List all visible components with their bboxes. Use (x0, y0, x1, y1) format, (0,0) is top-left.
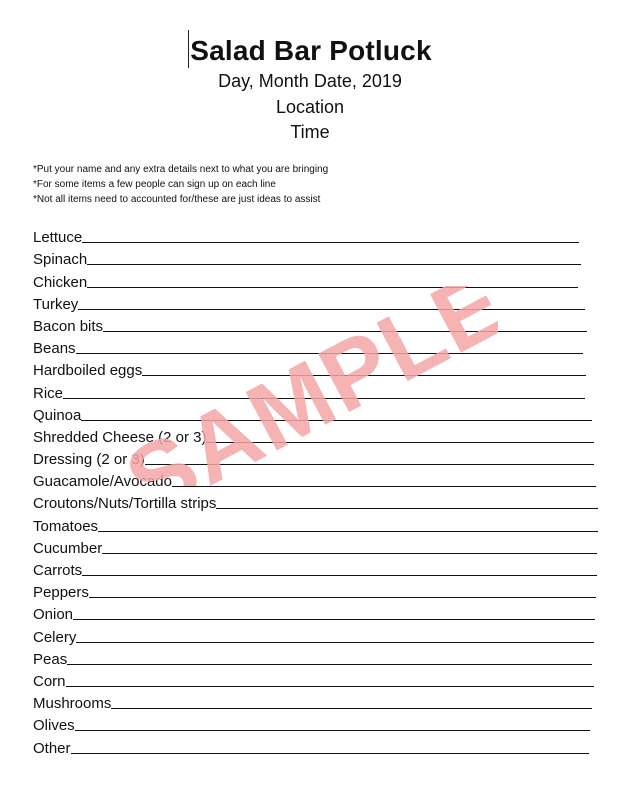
signup-row (33, 712, 598, 734)
signup-row (33, 246, 598, 268)
signup-row (33, 224, 598, 246)
signup-row (33, 668, 598, 690)
signup-blank-line[interactable] (216, 508, 598, 509)
document-title-row (0, 30, 620, 68)
note-line: *For some items a few people can sign up on each line (33, 179, 276, 190)
signup-blank-line[interactable] (76, 353, 583, 354)
date-line: Day, Month Date, 2019 (218, 71, 402, 91)
signup-blank-line[interactable] (142, 375, 586, 376)
signup-row (33, 734, 598, 756)
document-title: Salad Bar Potluck (190, 35, 432, 66)
signup-blank-line[interactable] (206, 442, 594, 443)
item-label: Hardboiled eggs (33, 362, 143, 380)
signup-blank-line[interactable] (63, 398, 585, 399)
signup-list (33, 224, 598, 757)
signup-row (33, 268, 598, 290)
signup-row (33, 291, 598, 313)
time-line: Time (290, 122, 330, 142)
item-label: Croutons/Nuts/Tortilla strips (33, 495, 217, 513)
note-line: *Put your name and any extra details next to what you are bringing (33, 164, 329, 175)
item-label: Tomatoes (33, 517, 99, 535)
signup-row (33, 535, 598, 557)
signup-row (33, 446, 598, 468)
signup-blank-line[interactable] (172, 486, 596, 487)
signup-row (33, 424, 598, 446)
instructions-notes (33, 162, 328, 207)
item-label: Guacamole/Avocado (33, 473, 172, 491)
signup-blank-line[interactable] (145, 464, 594, 465)
signup-blank-line[interactable] (102, 553, 597, 554)
item-label: Cucumber (33, 539, 103, 557)
signup-row (33, 579, 598, 601)
signup-blank-line[interactable] (82, 242, 579, 243)
item-label: Shredded Cheese (2 or 3) (33, 428, 207, 446)
item-label: Peppers (33, 584, 89, 602)
item-label: Celery (33, 628, 77, 646)
item-label: Dressing (2 or 3) (33, 451, 145, 469)
item-label: Bacon bits (33, 317, 104, 335)
signup-row (33, 379, 598, 401)
item-label: Rice (33, 384, 64, 402)
item-label: Chicken (33, 273, 88, 291)
item-label: Mushrooms (33, 695, 112, 713)
item-label: Corn (33, 672, 66, 690)
signup-row (33, 646, 598, 668)
signup-blank-line[interactable] (98, 531, 598, 532)
signup-row (33, 402, 598, 424)
watermark-text: SAMPLE (128, 286, 498, 486)
signup-blank-line[interactable] (73, 619, 595, 620)
signup-blank-line[interactable] (103, 331, 587, 332)
item-label: Olives (33, 717, 75, 735)
item-label: Turkey (33, 295, 79, 313)
item-label: Other (33, 739, 71, 757)
signup-row (33, 690, 598, 712)
item-label: Spinach (33, 251, 88, 269)
item-label: Onion (33, 606, 74, 624)
signup-blank-line[interactable] (81, 420, 592, 421)
item-label: Quinoa (33, 406, 82, 424)
signup-row (33, 357, 598, 379)
signup-blank-line[interactable] (87, 264, 581, 265)
signup-blank-line[interactable] (82, 575, 597, 576)
signup-blank-line[interactable] (67, 664, 592, 665)
signup-blank-line[interactable] (66, 686, 594, 687)
location-line: Location (275, 97, 345, 117)
signup-row (33, 335, 598, 357)
signup-blank-line[interactable] (71, 753, 589, 754)
signup-row (33, 313, 598, 335)
signup-row (33, 601, 598, 623)
note-line: *Not all items need to accounted for/these are just ideas to assist (33, 194, 321, 205)
signup-blank-line[interactable] (89, 597, 596, 598)
item-label: Peas (33, 650, 68, 668)
signup-row (33, 512, 598, 534)
item-label: Carrots (33, 562, 83, 579)
signup-row (33, 468, 598, 490)
signup-blank-line[interactable] (111, 708, 592, 709)
signup-row (33, 623, 598, 645)
signup-row (33, 557, 598, 579)
signup-blank-line[interactable] (76, 642, 594, 643)
signup-blank-line[interactable] (87, 287, 578, 288)
signup-blank-line[interactable] (75, 730, 590, 731)
item-label: Lettuce (33, 229, 83, 247)
signup-row (33, 490, 598, 512)
signup-blank-line[interactable] (78, 309, 585, 310)
item-label: Beans (33, 340, 76, 358)
